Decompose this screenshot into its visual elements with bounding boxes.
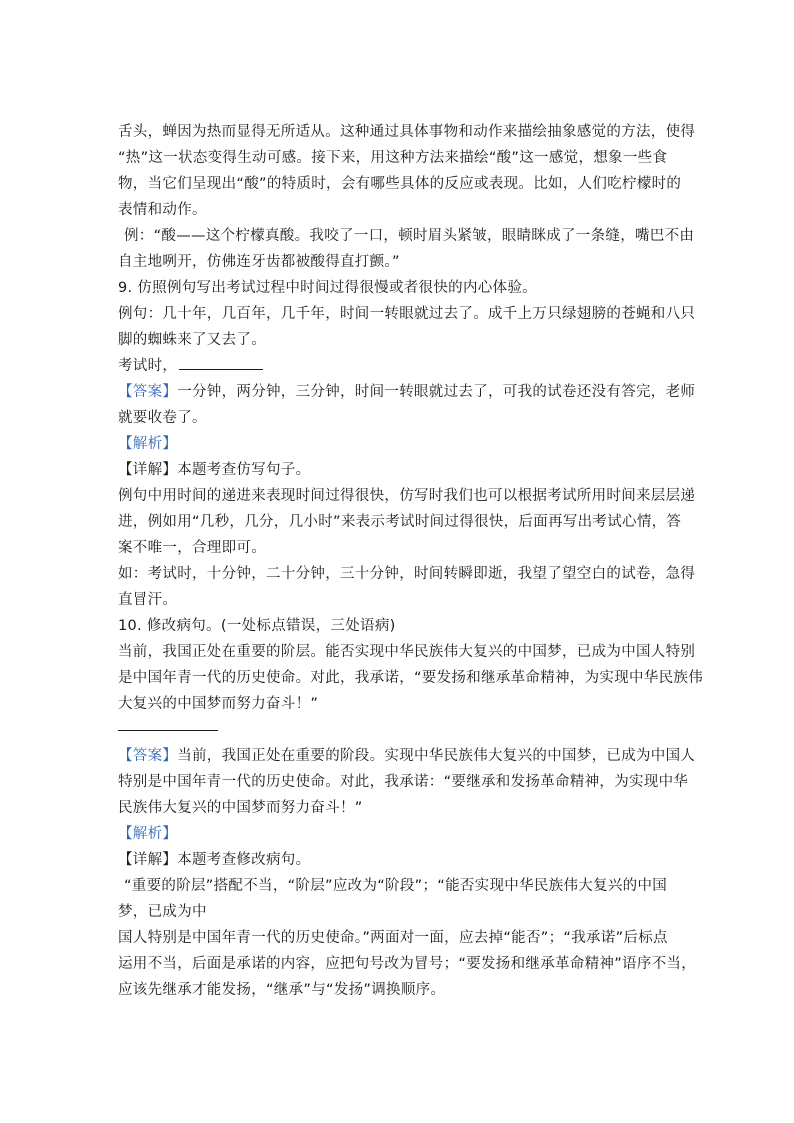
detail-line: 如：考试时，十分钟，二十分钟，三十分钟，时间转瞬即逝，我望了望空白的试卷，急得	[118, 566, 696, 582]
answer-blank-line	[118, 717, 678, 743]
answer-tag: 【答案】	[118, 384, 178, 400]
prompt-text: 考试时，	[118, 358, 178, 374]
blank-underline	[118, 730, 218, 731]
question-10-answer	[118, 743, 696, 769]
text-line: 物，当它们呈现出“酸”的特质时，会有哪些具体的反应或表现。比如，人们吃柠檬时的	[118, 176, 682, 192]
detail-line: 国人特别是中国年青一代的历史使命。”两面对一面，应去掉“能否”；“我承诺”后标点	[118, 930, 668, 946]
question-9-answer: 就要收卷了。	[118, 410, 207, 426]
question-10-sentence: 大复兴的中国梦而努力奋斗！”	[118, 696, 319, 712]
detail-line: 运用不当，后面是承诺的内容，应把句号改为冒号；“要发扬和继承革命精神”语序不当，	[118, 956, 697, 972]
question-10-answer: 特别是中国年青一代的历史使命。对此，我承诺：“要继承和发扬革命精神，为实现中华	[118, 774, 689, 790]
detail-line: 应该先继承才能发扬，“继承”与“发扬”调换顺序。	[118, 982, 446, 998]
question-9-answer	[118, 379, 696, 405]
question-10-sentence: 当前，我国正处在重要的阶层。能否实现中华民族伟大复兴的中国梦，已成为中国人特别	[118, 644, 696, 660]
detail-line: 梦，已成为中	[118, 904, 207, 920]
detail-line: 【详解】本题考查仿写句子。	[118, 462, 311, 478]
answer-text: 当前，我国正处在重要的阶段。实现中华民族伟大复兴的中国梦，已成为中国人	[177, 748, 696, 764]
detail-line: 【详解】本题考查修改病句。	[118, 852, 311, 868]
question-10-title: 10. 修改病句。(一处标点错误，三处语病)	[118, 618, 396, 634]
detail-line: 例句中用时间的递进来表现时间过得很快，仿写时我们也可以根据考试所用时间来层层递	[118, 488, 696, 504]
detail-line: “重要的阶层”搭配不当，“阶层”应改为“阶段”；“能否实现中华民族伟大复兴的中国	[124, 878, 668, 894]
text-line: 舌头，蝉因为热而显得无所适从。这种通过具体事物和动作来描绘抽象感觉的方法，使得	[118, 124, 696, 140]
analysis-tag: 【解析】	[118, 826, 178, 842]
document-body	[118, 119, 704, 1003]
text-line: 自主地咧开，仿佛连牙齿都被酸得直打颤。”	[118, 254, 400, 270]
question-10-sentence: 是中国年青一代的历史使命。对此，我承诺，“要发扬和继承革命精神，为实现中华民族伟	[118, 670, 704, 686]
answer-blank	[179, 353, 263, 370]
answer-text: 一分钟，两分钟，三分钟，时间一转眼就过去了，可我的试卷还没有答完，老师	[177, 384, 696, 400]
analysis-tag: 【解析】	[118, 436, 178, 452]
answer-tag: 【答案】	[118, 748, 178, 764]
detail-line: 进，例如用“几秒，几分，几小时”来表示考试时间过得很快，后面再写出考试心情，答	[118, 514, 682, 530]
text-line: “热”这一状态变得生动可感。接下来，用这种方法来描绘“酸”这一感觉，想象一些食	[118, 150, 668, 166]
question-9-example: 脚的蜘蛛来了又去了。	[118, 332, 266, 348]
text-line: 表情和动作。	[118, 202, 207, 218]
question-9-title: 9. 仿照例句写出考试过程中时间过得很慢或者很快的内心体验。	[118, 280, 537, 296]
question-9-example: 例句：几十年，几百年，几千年，时间一转眼就过去了。成千上万只绿翅膀的苍蝇和八只	[118, 306, 696, 322]
detail-line: 直冒汗。	[118, 592, 178, 608]
question-9-prompt	[118, 353, 678, 379]
example-line: 例：“酸——这个柠檬真酸。我咬了一口，顿时眉头紧皱，眼睛眯成了一条缝，嘴巴不由	[124, 228, 695, 244]
question-10-answer: 民族伟大复兴的中国梦而努力奋斗！”	[118, 800, 363, 816]
detail-line: 案不唯一，合理即可。	[118, 540, 266, 556]
